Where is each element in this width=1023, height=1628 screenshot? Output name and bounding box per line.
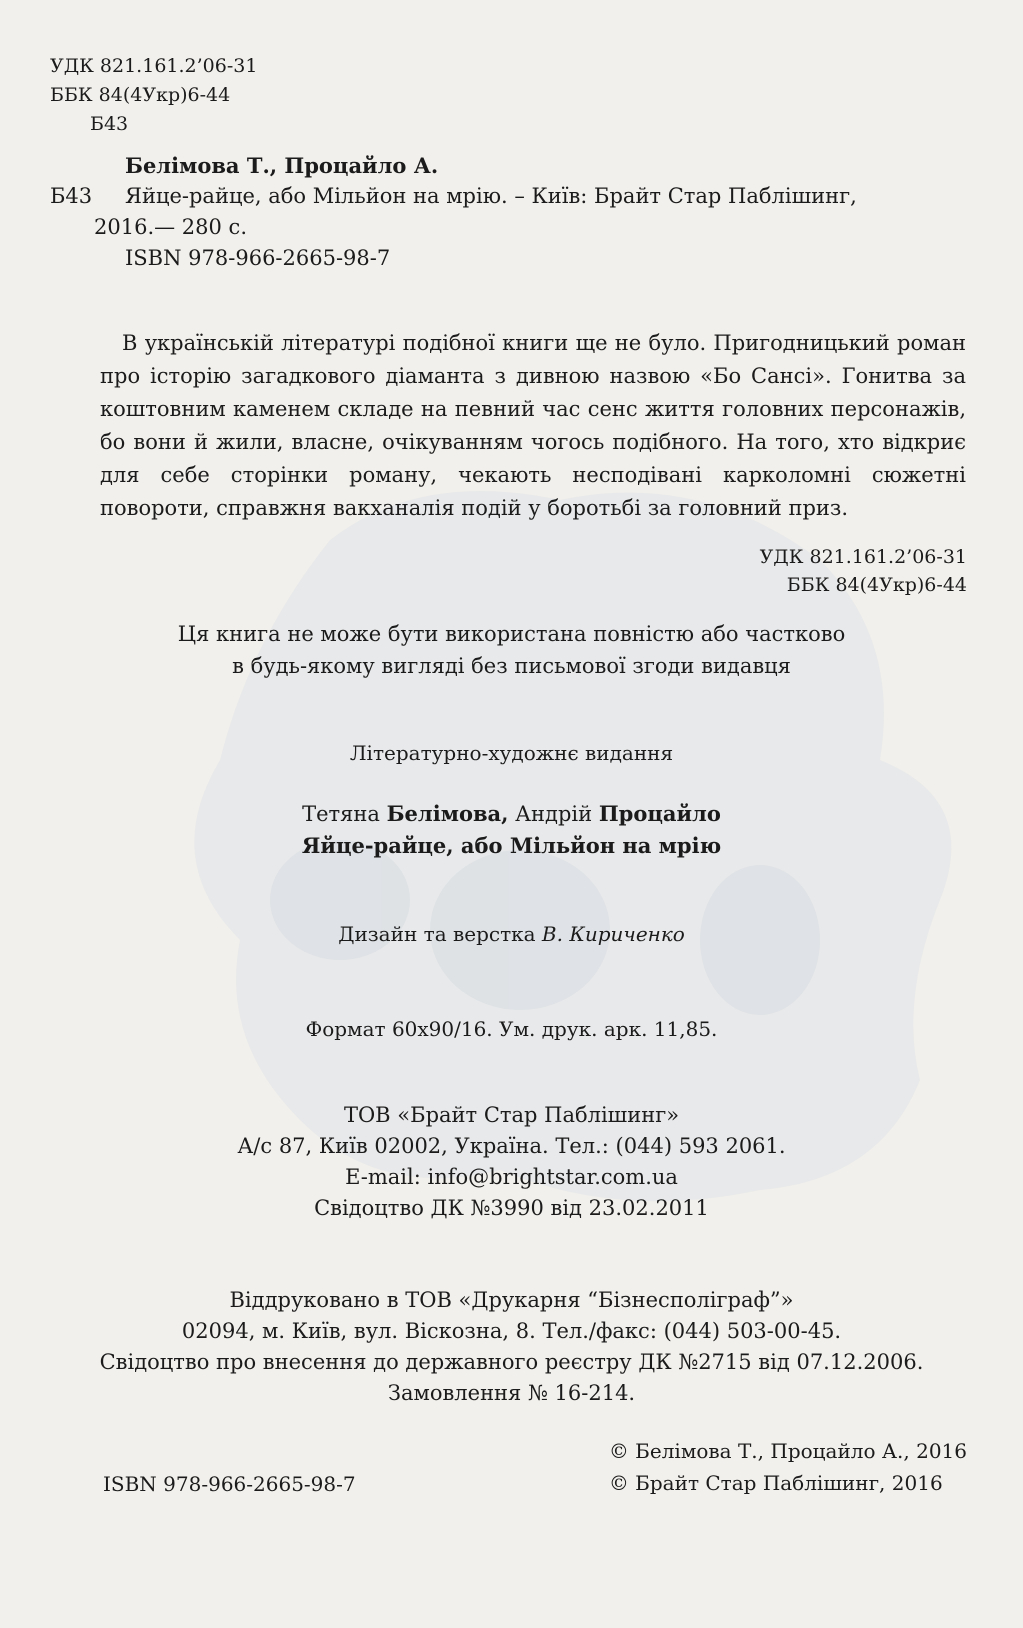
edition-genre: Літературно-художнє видання bbox=[349, 741, 674, 765]
print-format: Формат 60х90/16. Ум. друк. арк. 11,85. bbox=[305, 1017, 718, 1041]
printer-address: 02094, м. Київ, вул. Віскозна, 8. Тел./факс: (044) 503-00-45. bbox=[181, 1319, 842, 1343]
author-last-name: Процайло bbox=[598, 801, 721, 826]
designer-name: В. Кириченко bbox=[541, 922, 685, 946]
author-last-name: Белімова, bbox=[386, 801, 509, 826]
annotation-paragraph: В українській літературі подібної книги ще не було. Пригодницький роман про історію загадкового діаманта з дивною назвою «Бо Сансі». Гонитва за коштовним каменем складе на певний час сенс життя головних персонажів, бо вони й жили, власне, очікуванням чогось подібного. На того, хто відкриє для себе сторінки роману, чекають несподівані карколомні сюжетні повороти, справжня вакханалія подій у боротьбі за головний приз. bbox=[100, 331, 966, 520]
printer-order: Замовлення № 16-214. bbox=[387, 1381, 636, 1405]
bbk-code: ББК 84(4Укр)6-44 bbox=[50, 84, 231, 106]
catalog-isbn: ISBN 978-966-2665-98-7 bbox=[125, 246, 391, 270]
catalog-record bbox=[50, 150, 970, 274]
copyright-authors: © Белімова Т., Процайло А., 2016 bbox=[608, 1439, 967, 1463]
design-label: Дизайн та верстка bbox=[338, 922, 536, 946]
publisher-info bbox=[0, 1100, 1023, 1224]
printer-certificate: Свідоцтво про внесення до державного реєстру ДК №2715 від 07.12.2006. bbox=[99, 1350, 924, 1374]
rights-notice-line: в будь-якому вигляді без письмової згоди видавця bbox=[232, 654, 791, 678]
printer-info bbox=[0, 1285, 1023, 1409]
rights-notice bbox=[0, 618, 1023, 682]
author-first-name: Тетяна bbox=[302, 802, 380, 826]
author-sign: Б43 bbox=[90, 113, 129, 135]
imprint-authors bbox=[0, 798, 1023, 830]
catalog-title-line: Яйце-райце, або Мільйон на мрію. – Київ: Брайт Стар Паблішинг, bbox=[125, 184, 857, 208]
design-credit bbox=[0, 920, 1023, 948]
bbk-code-right: ББК 84(4Укр)6-44 bbox=[786, 574, 967, 596]
publisher-certificate: Свідоцтво ДК №3990 від 23.02.2011 bbox=[314, 1196, 709, 1220]
udk-code-right: УДК 821.161.2’06-31 bbox=[759, 546, 967, 568]
isbn-bottom: ISBN 978-966-2665-98-7 bbox=[103, 1472, 356, 1496]
copyright-block bbox=[609, 1435, 967, 1499]
classification-codes bbox=[50, 52, 257, 139]
publisher-address: А/с 87, Київ 02002, Україна. Тел.: (044) 593 2061. bbox=[237, 1134, 786, 1158]
catalog-code: Б43 bbox=[50, 184, 93, 208]
imprint-authors-title bbox=[0, 798, 1023, 861]
right-classification-codes bbox=[760, 543, 967, 599]
printer-name: Віддруковано в ТОВ «Друкарня “Бізнесполіграф”» bbox=[229, 1288, 794, 1312]
publisher-email: E-mail: info@brightstar.com.ua bbox=[345, 1165, 678, 1189]
rights-notice-line: Ця книга не може бути використана повністю або частково bbox=[177, 622, 846, 646]
catalog-authors: Белімова Т., Процайло А. bbox=[125, 153, 439, 178]
author-first-name: Андрій bbox=[515, 802, 593, 826]
catalog-year-pages: 2016.— 280 с. bbox=[94, 215, 247, 239]
copyright-publisher: © Брайт Стар Паблішинг, 2016 bbox=[608, 1471, 943, 1495]
publisher-name: ТОВ «Брайт Стар Паблішинг» bbox=[343, 1103, 680, 1127]
udk-code: УДК 821.161.2’06-31 bbox=[50, 55, 258, 77]
book-title: Яйце-райце, або Мільйон на мрію bbox=[301, 833, 722, 858]
